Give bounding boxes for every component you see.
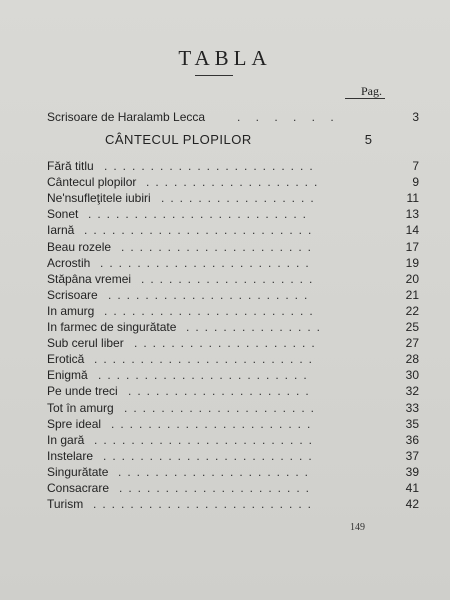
toc-entry-label: Consacrare [47, 481, 110, 495]
toc-entry [47, 174, 419, 190]
toc-entry-label: In farmec de singurătate [47, 320, 177, 334]
toc-entry [47, 287, 419, 303]
toc-entry-page: 33 [405, 400, 419, 415]
toc-entry-page: 25 [405, 320, 419, 334]
toc-entry-page: 28 [405, 352, 419, 367]
toc-entry [47, 222, 419, 238]
page-column-underline [345, 98, 385, 99]
toc-entry-page: 39 [405, 464, 419, 479]
toc-entry [47, 383, 419, 399]
section-page: 5 [364, 132, 372, 147]
dot-leader: ............... [186, 320, 327, 334]
toc-entry-page: 42 [405, 497, 419, 512]
toc-entry [47, 464, 419, 480]
dot-leader: .................... [134, 336, 321, 351]
section-heading: CÂNTECUL PLOPILOR [105, 132, 252, 147]
page-number: 149 [350, 522, 365, 533]
toc-entry [47, 206, 419, 222]
toc-entry-label: In amurg [47, 303, 95, 318]
toc-intro-row [47, 109, 419, 125]
toc-entry-label: Pe unde treci [47, 384, 118, 399]
toc-entry-label: Acrostih [47, 255, 91, 270]
toc-entry-label: Stăpâna vremei [47, 271, 132, 286]
toc-entry [47, 239, 419, 255]
dot-leader: ....................... [100, 255, 315, 270]
toc-entry-label: In gară [47, 432, 85, 447]
toc-entry-page: 7 [412, 159, 419, 173]
dot-leader: .................... [128, 384, 315, 399]
toc-entry-label: Instelare [47, 448, 94, 463]
dot-leader: . . . . . . [237, 110, 340, 124]
page-column-header: Pag. [361, 84, 382, 98]
toc-entry-label: Singurătate [47, 464, 109, 479]
toc-entry-page: 13 [405, 207, 419, 222]
toc-entry-page: 27 [405, 336, 419, 351]
toc-entry-label: Ne'nsufleţitele iubiri [47, 191, 151, 206]
dot-leader: ...................... [111, 416, 317, 431]
dot-leader: ........................ [93, 497, 318, 512]
toc-entry-page: 19 [405, 255, 419, 270]
toc-entry [47, 496, 419, 512]
dot-leader: ..................... [119, 481, 316, 495]
dot-leader: ....................... [104, 303, 319, 318]
toc-entry-page: 9 [412, 175, 419, 190]
toc-entry-page: 37 [405, 448, 419, 463]
toc-entry-page: 32 [405, 384, 419, 399]
dot-leader: ....................... [103, 448, 318, 463]
toc-entry-page: 20 [405, 271, 419, 286]
toc-entry-label: Enigmă [47, 368, 88, 383]
dot-leader: ..................... [121, 239, 318, 254]
dot-leader: ................... [146, 175, 324, 190]
dot-leader: ......................... [84, 223, 318, 238]
toc-intro-label: Scrisoare de Haralamb Lecca [47, 110, 206, 124]
toc-entry-label: Sonet [47, 207, 79, 222]
toc-entry-label: Beau rozele [47, 239, 112, 254]
dot-leader: ........................ [94, 352, 319, 367]
toc-entry-page: 41 [405, 481, 419, 495]
toc-entry [47, 319, 419, 335]
toc-entry [47, 367, 419, 383]
toc-entry [47, 416, 419, 432]
toc-entry [47, 158, 419, 174]
toc-entry [47, 432, 419, 448]
toc-entry-page: 14 [405, 223, 419, 238]
toc-entry [47, 400, 419, 416]
toc-entry-label: Fără titlu [47, 159, 94, 173]
toc-entry-page: 30 [405, 368, 419, 383]
dot-leader: ....................... [104, 159, 319, 173]
toc-intro-page: 3 [412, 110, 419, 124]
toc-entry-page: 21 [405, 287, 419, 302]
toc-entry-label: Iarnă [47, 223, 75, 238]
toc-entry [47, 351, 419, 367]
toc-entry-page: 22 [405, 303, 419, 318]
toc-entry-label: Turism [47, 497, 84, 512]
dot-leader: ................. [161, 191, 320, 206]
toc-entry [47, 255, 419, 271]
toc-entry [47, 271, 419, 287]
title-underline [195, 75, 233, 76]
toc-entry [47, 448, 419, 464]
dot-leader: ..................... [118, 464, 315, 479]
toc-entry-label: Tot în amurg [47, 400, 114, 415]
toc-entry-page: 35 [405, 416, 419, 431]
dot-leader: ...................... [108, 287, 314, 302]
dot-leader: ........................ [88, 207, 313, 222]
toc-entry-page: 36 [405, 432, 419, 447]
toc-entry-label: Sub cerul liber [47, 336, 124, 351]
page-title: TABLA [178, 46, 272, 70]
dot-leader: ................... [141, 271, 319, 286]
toc-entry-page: 11 [406, 191, 419, 206]
dot-leader: ........................ [94, 432, 319, 447]
toc-entry-page: 17 [405, 239, 419, 254]
dot-leader: ..................... [124, 400, 321, 415]
toc-entry [47, 335, 419, 351]
toc-entry-label: Cântecul plopilor [47, 175, 137, 190]
toc-entry-label: Spre ideal [47, 416, 102, 431]
toc-entry [47, 303, 419, 319]
toc-entry [47, 190, 419, 206]
dot-leader: ....................... [98, 368, 313, 383]
toc-entry-label: Scrisoare [47, 287, 98, 302]
toc-entry-label: Erotică [47, 352, 85, 367]
toc-entry [47, 480, 419, 496]
